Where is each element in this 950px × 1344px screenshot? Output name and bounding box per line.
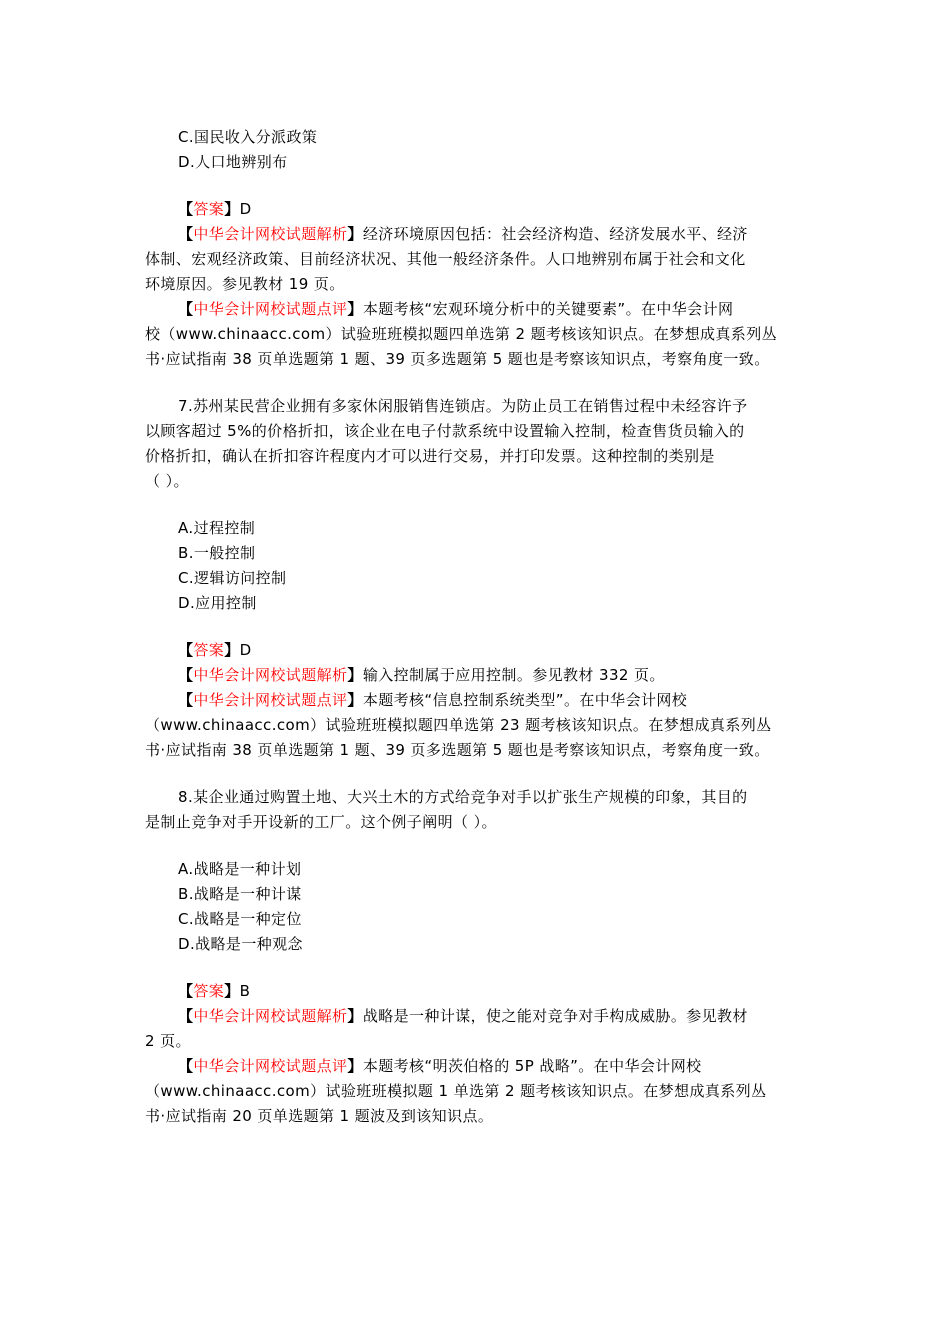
bracket-close: 】 bbox=[347, 691, 363, 709]
bracket-close: 】 bbox=[347, 225, 363, 243]
q7-option-c: C.逻辑访问控制 bbox=[178, 569, 287, 587]
q6-option-d: D.人口地辨别布 bbox=[178, 153, 288, 171]
answer-label: 答案 bbox=[193, 200, 225, 218]
analysis-label: 中华会计网校试题解析 bbox=[193, 1007, 348, 1025]
q8-stem-line-2: 是制止竞争对手开设新的工厂。这个例子阐明（ ）。 bbox=[145, 813, 497, 831]
answer-value: D bbox=[239, 200, 252, 218]
comment-label: 中华会计网校试题点评 bbox=[193, 300, 348, 318]
answer-label: 答案 bbox=[193, 641, 225, 659]
bracket-open: 【 bbox=[178, 641, 194, 659]
comment-text: 本题考核“宏观环境分析中的关键要素”。在中华会计网 bbox=[362, 300, 734, 318]
bracket-open: 【 bbox=[178, 200, 194, 218]
comment-label: 中华会计网校试题点评 bbox=[193, 1057, 348, 1075]
q7-comment-line-2: （www.chinaacc.com）试验班班模拟题四单选第 23 题考核该知识点。在梦想成真系列丛 bbox=[145, 716, 772, 734]
answer-value: D bbox=[239, 641, 252, 659]
q7-stem-line-3: 价格折扣，确认在折扣容许程度内才可以进行交易，并打印发票。这种控制的类别是 bbox=[145, 447, 715, 465]
bracket-close: 】 bbox=[224, 200, 240, 218]
q6-comment-line-2: 校（www.chinaacc.com）试验班班模拟题四单选第 2 题考核该知识点。在梦想成真系列丛 bbox=[145, 325, 777, 343]
q6-analysis-line-3: 环境原因。参见教材 19 页。 bbox=[145, 275, 345, 293]
q7-stem-line-4: （ ）。 bbox=[145, 472, 189, 490]
bracket-open: 【 bbox=[178, 1007, 194, 1025]
q8-stem-line-1: 8.某企业通过购置土地、大兴土木的方式给竞争对手以扩张生产规模的印象，其目的 bbox=[178, 788, 748, 806]
analysis-label: 中华会计网校试题解析 bbox=[193, 666, 348, 684]
q8-comment-line-2: （www.chinaacc.com）试验班班模拟题 1 单选第 2 题考核该知识点。在梦想成真系列丛 bbox=[145, 1082, 767, 1100]
comment-text: 本题考核“信息控制系统类型”。在中华会计网校 bbox=[362, 691, 688, 709]
q8-option-a: A.战略是一种计划 bbox=[178, 860, 302, 878]
q8-analysis-line-1 bbox=[178, 1006, 748, 1026]
bracket-close: 】 bbox=[224, 641, 240, 659]
bracket-close: 】 bbox=[224, 982, 240, 1000]
q7-comment-line-1 bbox=[178, 690, 687, 710]
bracket-open: 【 bbox=[178, 666, 194, 684]
analysis-label: 中华会计网校试题解析 bbox=[193, 225, 348, 243]
q7-comment-line-3: 书·应试指南 38 页单选题第 1 题、39 页多选题第 5 题也是考察该知识点，考察角度一致。 bbox=[145, 741, 770, 759]
q6-comment-line-1 bbox=[178, 299, 733, 319]
q8-option-d: D.战略是一种观念 bbox=[178, 935, 303, 953]
q6-comment-line-3: 书·应试指南 38 页单选题第 1 题、39 页多选题第 5 题也是考察该知识点，考察角度一致。 bbox=[145, 350, 770, 368]
comment-text: 本题考核“明茨伯格的 5P 战略”。在中华会计网校 bbox=[362, 1057, 702, 1075]
q8-comment-line-3: 书·应试指南 20 页单选题第 1 题波及到该知识点。 bbox=[145, 1107, 494, 1125]
q7-option-b: B.一般控制 bbox=[178, 544, 256, 562]
bracket-close: 】 bbox=[347, 666, 363, 684]
answer-label: 答案 bbox=[193, 982, 225, 1000]
bracket-close: 】 bbox=[347, 1007, 363, 1025]
q6-option-c: C.国民收入分派政策 bbox=[178, 128, 318, 146]
q8-analysis-line-2: 2 页。 bbox=[145, 1032, 191, 1050]
comment-label: 中华会计网校试题点评 bbox=[193, 691, 348, 709]
q6-analysis-line-2: 体制、宏观经济政策、目前经济状况、其他一般经济条件。人口地辨别布属于社会和文化 bbox=[145, 250, 746, 268]
bracket-open: 【 bbox=[178, 225, 194, 243]
bracket-open: 【 bbox=[178, 1057, 194, 1075]
q8-answer bbox=[178, 981, 250, 1001]
bracket-close: 】 bbox=[347, 300, 363, 318]
q7-answer bbox=[178, 640, 252, 660]
q7-option-a: A.过程控制 bbox=[178, 519, 256, 537]
bracket-open: 【 bbox=[178, 300, 194, 318]
q7-analysis-line-1 bbox=[178, 665, 665, 685]
q7-stem-line-2: 以顾客超过 5%的价格折扣，该企业在电子付款系统中设置输入控制，检查售货员输入的 bbox=[145, 422, 745, 440]
q8-comment-line-1 bbox=[178, 1056, 702, 1076]
analysis-text: 输入控制属于应用控制。参见教材 332 页。 bbox=[362, 666, 665, 684]
analysis-text: 经济环境原因包括：社会经济构造、经济发展水平、经济 bbox=[362, 225, 748, 243]
q6-answer bbox=[178, 199, 252, 219]
q7-stem-line-1: 7.苏州某民营企业拥有多家休闲服销售连锁店。为防止员工在销售过程中未经容许予 bbox=[178, 397, 748, 415]
q8-option-c: C.战略是一种定位 bbox=[178, 910, 302, 928]
q8-option-b: B.战略是一种计谋 bbox=[178, 885, 302, 903]
bracket-open: 【 bbox=[178, 691, 194, 709]
answer-value: B bbox=[239, 982, 251, 1000]
analysis-text: 战略是一种计谋，使之能对竞争对手构成威胁。参见教材 bbox=[362, 1007, 748, 1025]
q7-option-d: D.应用控制 bbox=[178, 594, 257, 612]
q6-analysis-line-1 bbox=[178, 224, 748, 244]
bracket-open: 【 bbox=[178, 982, 194, 1000]
bracket-close: 】 bbox=[347, 1057, 363, 1075]
